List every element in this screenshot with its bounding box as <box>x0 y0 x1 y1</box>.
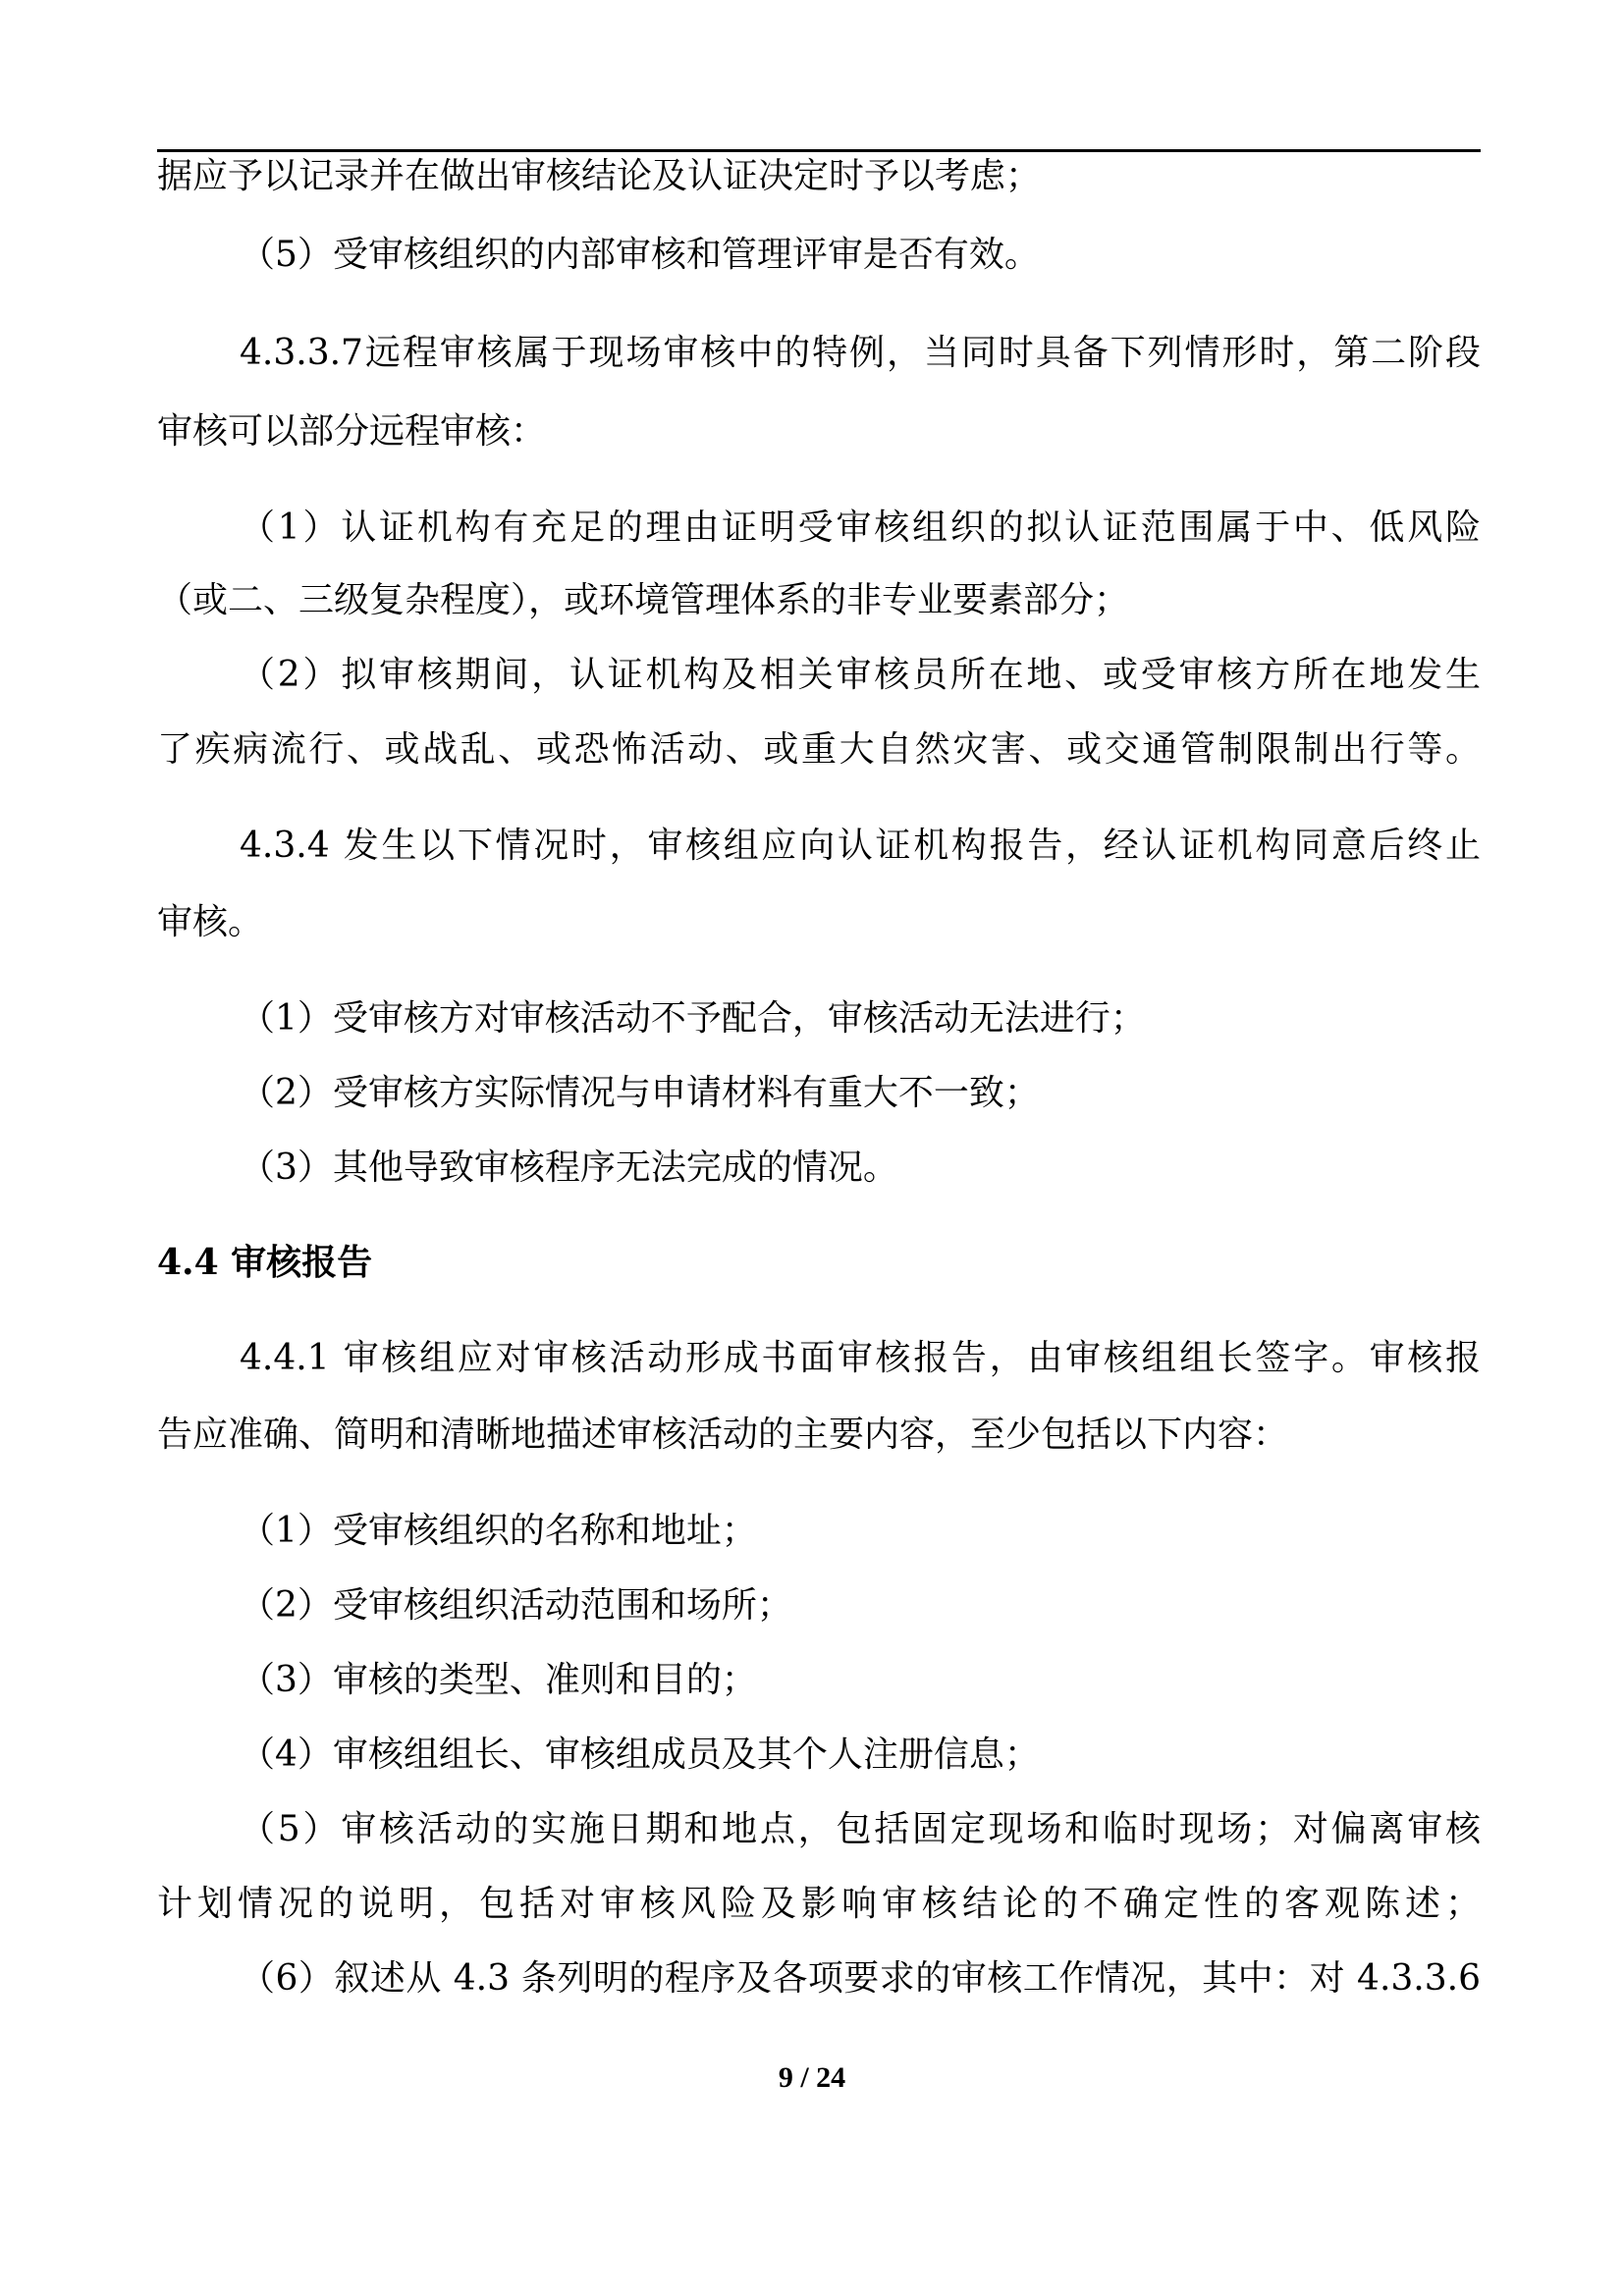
list-item: （1）受审核组织的名称和地址； <box>240 1511 757 1551</box>
list-item: （1）认证机构有充足的理由证明受审核组织的拟认证范围属于中、低风险 <box>240 507 1481 548</box>
body-line: 4.3.3.7远程审核属于现场审核中的特例，当同时具备下列情形时，第二阶段 <box>240 333 1481 373</box>
list-item: （5）审核活动的实施日期和地点，包括固定现场和临时现场；对偏离审核 <box>240 1809 1481 1849</box>
list-item: （2）受审核方实际情况与申请材料有重大不一致； <box>240 1073 1040 1113</box>
body-line: 告应准确、简明和清晰地描述审核活动的主要内容，至少包括以下内容： <box>157 1415 1289 1455</box>
body-line: 4.4.1 审核组应对审核活动形成书面审核报告，由审核组组长签字。审核报 <box>240 1338 1481 1378</box>
list-item: （5）受审核组织的内部审核和管理评审是否有效。 <box>240 235 1040 275</box>
list-item: （3）其他导致审核程序无法完成的情况。 <box>240 1148 898 1188</box>
body-line: 审核。 <box>157 902 264 942</box>
body-line: 据应予以记录并在做出审核结论及认证决定时予以考虑； <box>157 156 1042 196</box>
body-line: 4.3.4 发生以下情况时，审核组应向认证机构报告，经认证机构同意后终止 <box>240 826 1481 866</box>
list-item: （2）受审核组织活动范围和场所； <box>240 1585 792 1626</box>
body-line: 审核可以部分远程审核： <box>157 411 547 452</box>
list-item: （1）受审核方对审核活动不予配合，审核活动无法进行； <box>240 998 1146 1039</box>
body-line: （或二、三级复杂程度），或环境管理体系的非专业要素部分； <box>157 580 1130 620</box>
list-item: （6）叙述从 4.3 条列明的程序及各项要求的审核工作情况，其中：对 4.3.3.6 <box>240 1958 1481 1999</box>
page-number: 9 / 24 <box>778 2061 846 2094</box>
header-rule <box>157 149 1481 152</box>
list-item: （2）拟审核期间，认证机构及相关审核员所在地、或受审核方所在地发生 <box>240 655 1481 695</box>
section-heading: 4.4 审核报告 <box>157 1242 373 1283</box>
list-item: （4）审核组组长、审核组成员及其个人注册信息； <box>240 1735 1040 1775</box>
body-line: 了疾病流行、或战乱、或恐怖活动、或重大自然灾害、或交通管制限制出行等。 <box>157 729 1481 770</box>
body-line: 计划情况的说明，包括对审核风险及影响审核结论的不确定性的客观陈述； <box>157 1884 1481 1924</box>
list-item: （3）审核的类型、准则和目的； <box>240 1660 757 1700</box>
